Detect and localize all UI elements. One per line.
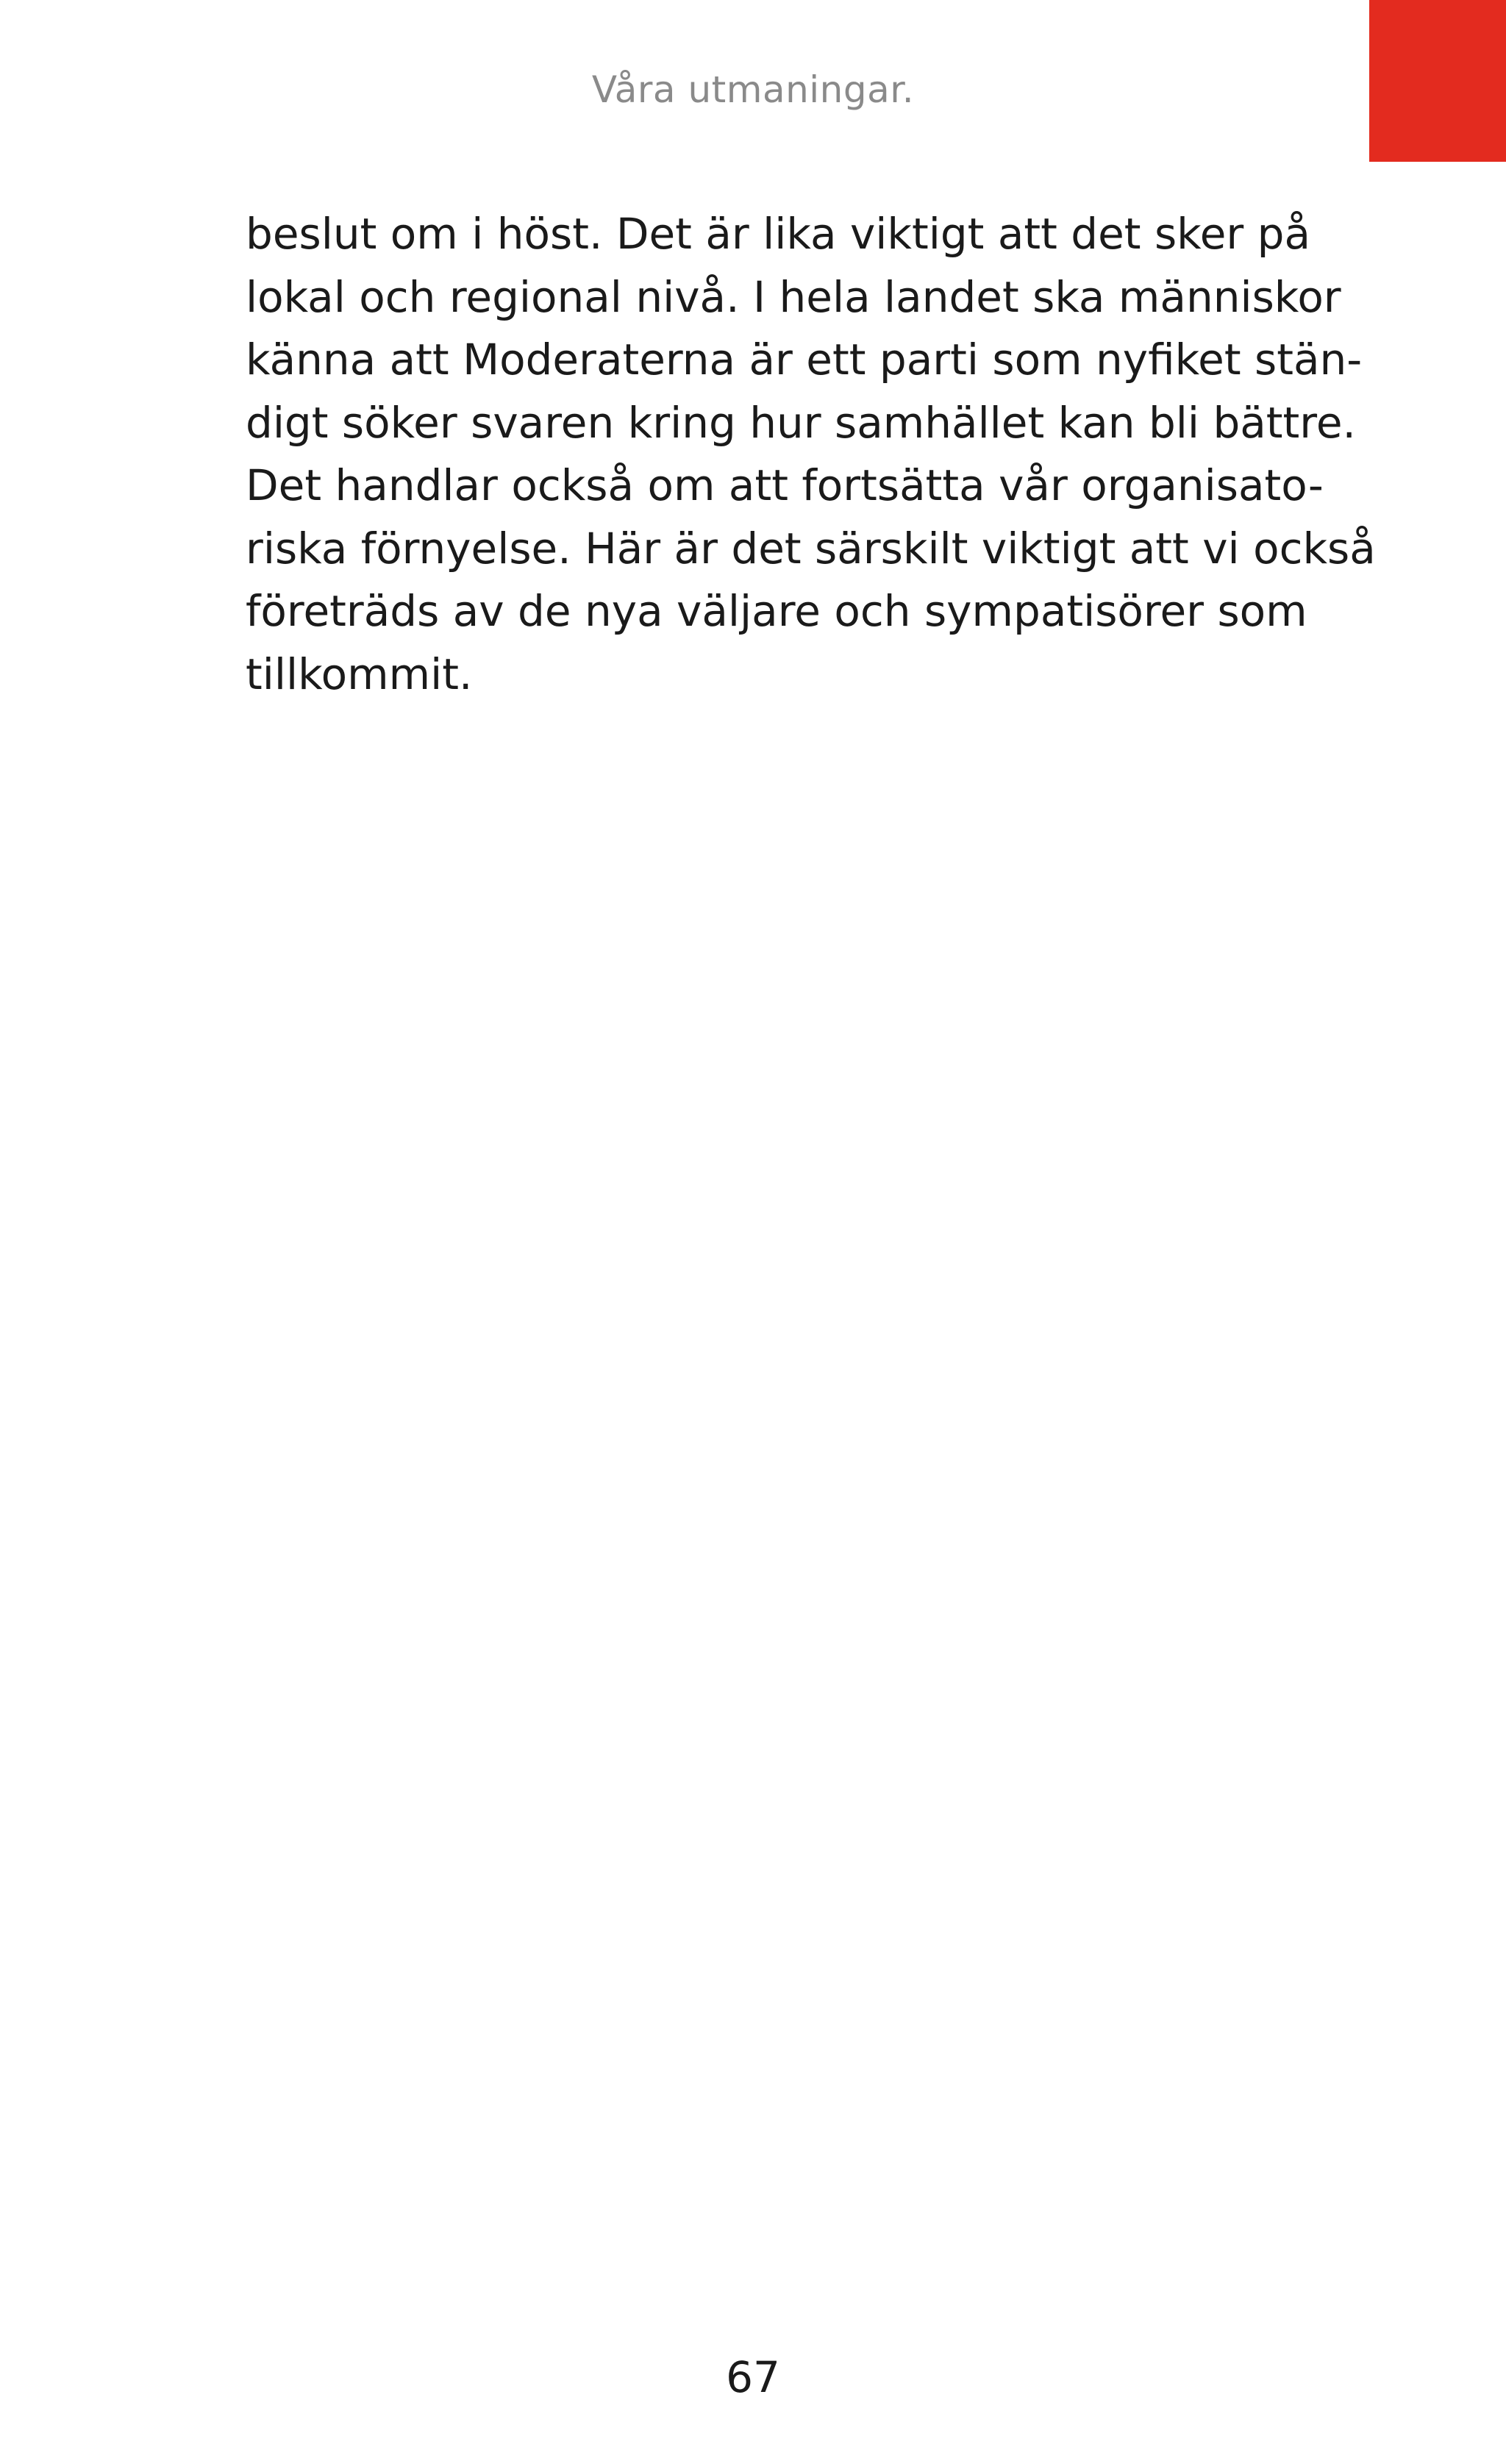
red-corner-tab xyxy=(1369,0,1506,162)
body-line: digt söker svaren kring hur samhället kan bli bättre. xyxy=(246,397,1356,448)
body-line: riska förnyelse. Här är det särskilt viktigt att vi också xyxy=(246,523,1376,574)
body-line: känna att Moderaterna är ett parti som nyfiket stän- xyxy=(246,335,1363,385)
body-line: företräds av de nya väljare och sympatisörer som xyxy=(246,586,1307,636)
body-line: lokal och regional nivå. I hela landet ska människor xyxy=(246,271,1341,322)
body-paragraph xyxy=(246,203,1376,706)
page-number: 67 xyxy=(726,2352,780,2402)
body-line: beslut om i höst. Det är lika viktigt att det sker på xyxy=(246,209,1311,259)
running-header-title: Våra utmaningar. xyxy=(591,68,915,111)
body-line: tillkommit. xyxy=(246,649,473,699)
body-line: Det handlar också om att fortsätta vår organisato- xyxy=(246,460,1324,510)
